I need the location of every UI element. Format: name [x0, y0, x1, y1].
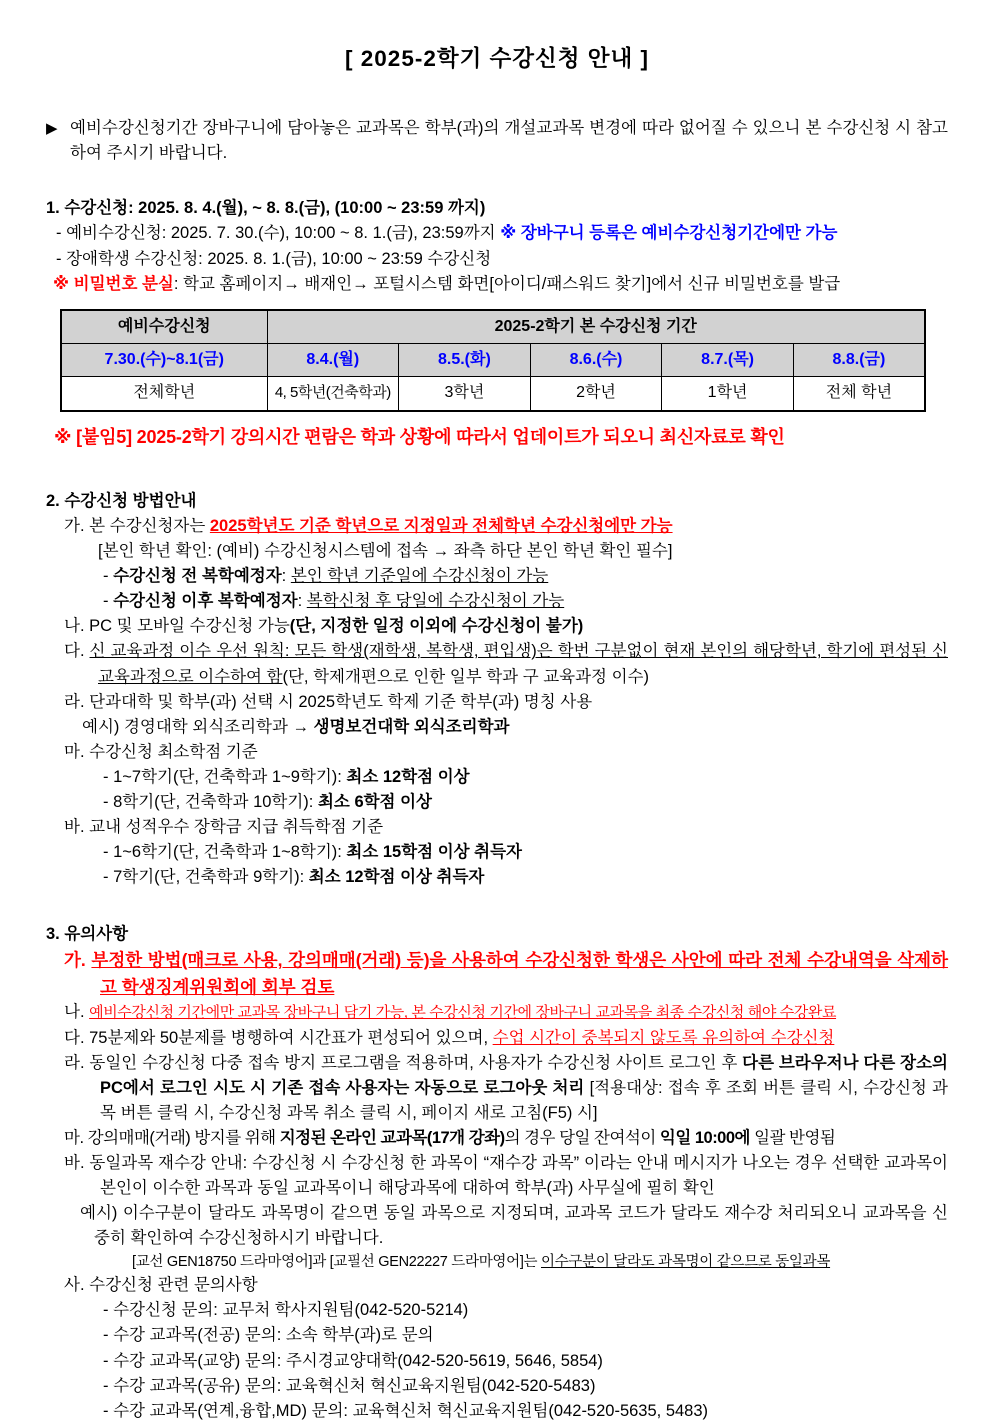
date-cell: 8.6.(수) — [530, 343, 662, 376]
notice-text: 예비수강신청기간 장바구니에 담아놓은 교과목은 학부(과)의 개설교과목 변경에 따라 없어질 수 있으니 본 수강신청 시 참고하여 주시기 바랍니다. — [70, 119, 948, 163]
item-label: 다. — [64, 1028, 85, 1047]
bold-text: 최소 12학점 이상 취득자 — [308, 868, 485, 887]
item-label: 마. — [64, 1128, 84, 1147]
item-text: 75분제와 50분제를 병행하여 시간표가 편성되어 있으며, — [89, 1028, 493, 1047]
password-lost-line — [46, 272, 948, 297]
item-text: PC 및 모바일 수강신청 가능 — [89, 617, 290, 636]
item-label: 라. — [64, 692, 85, 711]
grade-cell: 전체학년 — [61, 377, 267, 411]
grade-cell: 4, 5학년(건축학과) — [267, 377, 399, 411]
contact-line: - 수강 교과목(교양) 문의: 주시경교양대학(042-520-5619, 5646, 5854) — [103, 1351, 603, 1370]
item-label: 나. — [64, 1003, 85, 1022]
note-text: [교선 GEN18750 드라마영어]과 [교필선 GEN22227 드라마영어]는 — [132, 1254, 541, 1271]
item-text: 동일과목 재수강 안내: 수강신청 시 수강신청 한 과목이 “재수강 과목” 이라는 안내 메시지가 나오는 경우 선택한 교과목이 본인이 이수한 과목과 동일 교과목이니 해당과목에 대하여 학부(과) 사무실에 필히 확인 — [89, 1153, 948, 1198]
item-text: 강의매매(거래) 방지를 위해 — [87, 1128, 280, 1147]
item-ra — [46, 690, 948, 715]
item-na — [46, 614, 948, 639]
item-text: 의 경우 당일 잔여석이 — [504, 1128, 660, 1147]
colon: : — [281, 567, 291, 586]
item-text: (단, 학제개편으로 인한 일부 학과 구 교육과정 이수) — [282, 667, 649, 686]
grade-check-note: [본인 학년 확인: (예비) 수강신청시스템에 접속 → 좌측 하단 본인 학년 확인 필수] — [98, 542, 673, 561]
item-label: 마. — [64, 742, 85, 761]
item-da — [46, 639, 948, 689]
date-cell: 8.8.(금) — [793, 343, 925, 376]
min-credit-line — [46, 790, 948, 815]
colon: : — [297, 592, 307, 611]
triangle-bullet-icon: ▶ — [46, 120, 58, 138]
min-credit-line — [46, 765, 948, 790]
header-pre-registration: 예비수강신청 — [61, 310, 267, 344]
contact-line: - 수강 교과목(전공) 문의: 소속 학부(과)로 문의 — [103, 1326, 434, 1345]
password-lost-label: ※ 비밀번호 분실 — [53, 274, 174, 293]
bold-text: 최소 15학점 이상 취득자 — [346, 843, 522, 862]
contact-line: - 수강 교과목(공유) 문의: 교육혁신처 혁신교육지원팀(042-520-5483) — [103, 1376, 596, 1395]
bold-text: 생명보건대학 외식조리학과 — [313, 717, 510, 736]
date-cell: 8.4.(월) — [267, 343, 399, 376]
section-method-guide — [46, 489, 948, 890]
line-text: - 1~7학기(단, 건축학과 1~9학기): — [103, 767, 347, 786]
scholarship-line — [46, 840, 948, 865]
grade-cell: 전체 학년 — [793, 377, 925, 411]
red-underline-text: 예비수강신청 기간에만 교과목 장바구니 담기 가능, 본 수강신청 기간에 장바구니 교과목을 최종 수강신청 해야 수강완료 — [89, 1004, 837, 1022]
item-label: 사. — [64, 1276, 85, 1295]
item-text: 단과대학 및 학부(과) 선택 시 2025학년도 학제 기준 학부(과) 명칭 사용 — [89, 692, 593, 711]
grade-cell: 3학년 — [399, 377, 531, 411]
item-text: 일괄 반영됨 — [749, 1128, 836, 1147]
return-after-line — [46, 589, 948, 614]
line-text: - 8학기(단, 건축학과 10학기): — [103, 792, 318, 811]
item-label: 라. — [64, 1053, 85, 1072]
bold-label: 수강신청 이후 복학예정자 — [113, 592, 298, 611]
pre-registration-line — [46, 221, 948, 246]
item-ba-retake — [46, 1151, 948, 1201]
item-text: [적용대상: 접속 후 조회 버튼 클릭 시, 수강신청 과목 버튼 클릭 시, 수강신청 과목 취소 클릭 시, 페이지 새로 고침(F5) 시] — [100, 1078, 949, 1122]
section1-heading: 1. 수강신청: 2025. 8. 4.(월), ~ 8. 8.(금), (10:00 ~ 23:59 까지) — [46, 199, 486, 218]
date-cell: 8.7.(목) — [662, 343, 794, 376]
item-text: 본 수강신청자는 — [89, 517, 210, 536]
red-underline-text: 부정한 방법(매크로 사용, 강의매매(거래) 등)을 사용하여 수강신청한 학생은 사안에 따라 전체 수강내역을 삭제하고 학생징계위원회에 회부 검토 — [91, 950, 948, 997]
date-cell: 7.30.(수)~8.1(금) — [61, 343, 267, 376]
item-label: 다. — [64, 642, 85, 661]
item-ba — [46, 815, 948, 840]
table-date-row — [61, 343, 925, 376]
underline-text: 복학신청 후 당일에 수강신청이 가능 — [306, 592, 565, 611]
attachment5-note: ※ [붙임5] 2025-2학기 강의시간 편람은 학과 상황에 따라서 업데이트가 되오니 최신자료로 확인 — [54, 426, 785, 447]
section2-heading: 2. 수강신청 방법안내 — [46, 491, 197, 510]
underline-text: 본인 학년 기준일에 수강신청이 가능 — [290, 567, 549, 586]
item-text: 수강신청 관련 문의사항 — [89, 1276, 258, 1295]
top-notice — [46, 116, 948, 166]
example-line — [46, 715, 948, 740]
item-text: 수강신청 최소학점 기준 — [89, 742, 258, 761]
contact-line: - 수강 교과목(연계,융합,MD) 문의: 교육혁신처 혁신교육지원팀(042-520-5635, 5483) — [103, 1401, 709, 1420]
item-sa-contacts — [46, 1273, 948, 1298]
item-label: 바. — [64, 817, 85, 836]
bold-text: 지정된 온라인 교과목(17개 강좌) — [279, 1128, 505, 1147]
item-text: 동일인 수강신청 다중 접속 방지 프로그램을 적용하며, 사용자가 수강신청 사이트 로그인 후 — [89, 1053, 743, 1072]
date-cell: 8.5.(화) — [399, 343, 531, 376]
return-before-line — [46, 564, 948, 589]
item-da-timetable — [46, 1026, 948, 1051]
bold-text: 다른 브라우저나 다른 장소의 PC에서 로그인 시도 시 기존 접속 사용자는 자동으로 로그아웃 처리 — [100, 1053, 948, 1097]
grade-cell: 1학년 — [662, 377, 794, 411]
bold-text: 최소 12학점 이상 — [346, 767, 470, 786]
item-label: 나. — [64, 617, 85, 636]
item-label: 바. — [64, 1153, 85, 1172]
dash: - — [103, 592, 109, 611]
scholarship-line — [46, 865, 948, 890]
retake-course-note — [46, 1251, 948, 1273]
dash: - — [103, 567, 109, 586]
bold-text: 익일 10:00에 — [659, 1128, 750, 1147]
page-title: [ 2025-2학기 수강신청 안내 ] — [345, 46, 649, 71]
line-text: - 1~6학기(단, 건축학과 1~8학기): — [103, 843, 347, 862]
line-text: - 7학기(단, 건축학과 9학기): — [103, 868, 309, 887]
password-lost-rest: : 학교 홈페이지→ 배재인→ 포털시스템 화면[아이디/패스워드 찾기]에서 신규 비밀번호를 발급 — [173, 274, 841, 293]
item-label: 가. — [64, 517, 85, 536]
item-na-cart — [46, 1000, 948, 1025]
registration-schedule-table — [60, 309, 926, 412]
item-ga — [46, 514, 948, 539]
underline-text: 이수구분이 달라도 과목명이 같으므로 동일과목 — [541, 1254, 831, 1271]
contact-line: - 수강신청 문의: 교무처 학사지원팀(042-520-5214) — [103, 1301, 469, 1320]
item-ma-online — [46, 1126, 948, 1151]
item-ma — [46, 740, 948, 765]
grade-cell: 2학년 — [530, 377, 662, 411]
section-cautions — [46, 922, 948, 1424]
example-text: 예시) 경영대학 외식조리학과 → — [82, 717, 314, 736]
retake-example: 예시) 이수구분이 달라도 과목명이 같으면 동일 과목으로 지정되며, 교과목 코드가 달라도 재수강 처리되오니 교과목을 신중히 확인하여 수강신청하시기 바랍니다. — [80, 1204, 948, 1248]
disabled-student-line: - 장애학생 수강신청: 2025. 8. 1.(금), 10:00 ~ 23:59 수강신청 — [56, 249, 492, 268]
red-underline-text: 수업 시간이 중복되지 않도록 유의하여 수강신청 — [492, 1028, 835, 1047]
section-registration-period — [46, 196, 948, 451]
underline-text: 신 교육과정 이수 우선 원칙: 모든 학생(재학생, 복학생, 편입생)은 학번 구분없이 현재 본인의 해당학년, 학기에 편성된 신 교육과정으로 이수하여 함 — [89, 642, 948, 686]
pre-registration-text: - 예비수강신청: 2025. 7. 30.(수), 10:00 ~ 8. 1.(금), 23:59까지 — [56, 224, 501, 243]
red-underline-text: 2025학년도 기준 학년으로 지정일과 전체학년 수강신청에만 가능 — [209, 517, 673, 536]
item-ga-fraud — [46, 947, 948, 1000]
table-grade-row — [61, 377, 925, 411]
bold-label: 수강신청 전 복학예정자 — [113, 567, 282, 586]
section3-heading: 3. 유의사항 — [46, 925, 129, 944]
item-text: 교내 성적우수 장학금 지급 취득학점 기준 — [89, 817, 384, 836]
item-label: 가. — [64, 950, 86, 971]
item-ra-multilogin — [46, 1051, 948, 1126]
bold-text: (단, 지정한 일정 이외에 수강신청이 불가) — [289, 617, 584, 636]
header-main-period: 2025-2학기 본 수강신청 기간 — [267, 310, 925, 344]
table-header-row — [61, 310, 925, 344]
bold-text: 최소 6학점 이상 — [317, 792, 432, 811]
cart-note-blue: ※ 장바구니 등록은 예비수강신청기간에만 가능 — [500, 224, 838, 243]
